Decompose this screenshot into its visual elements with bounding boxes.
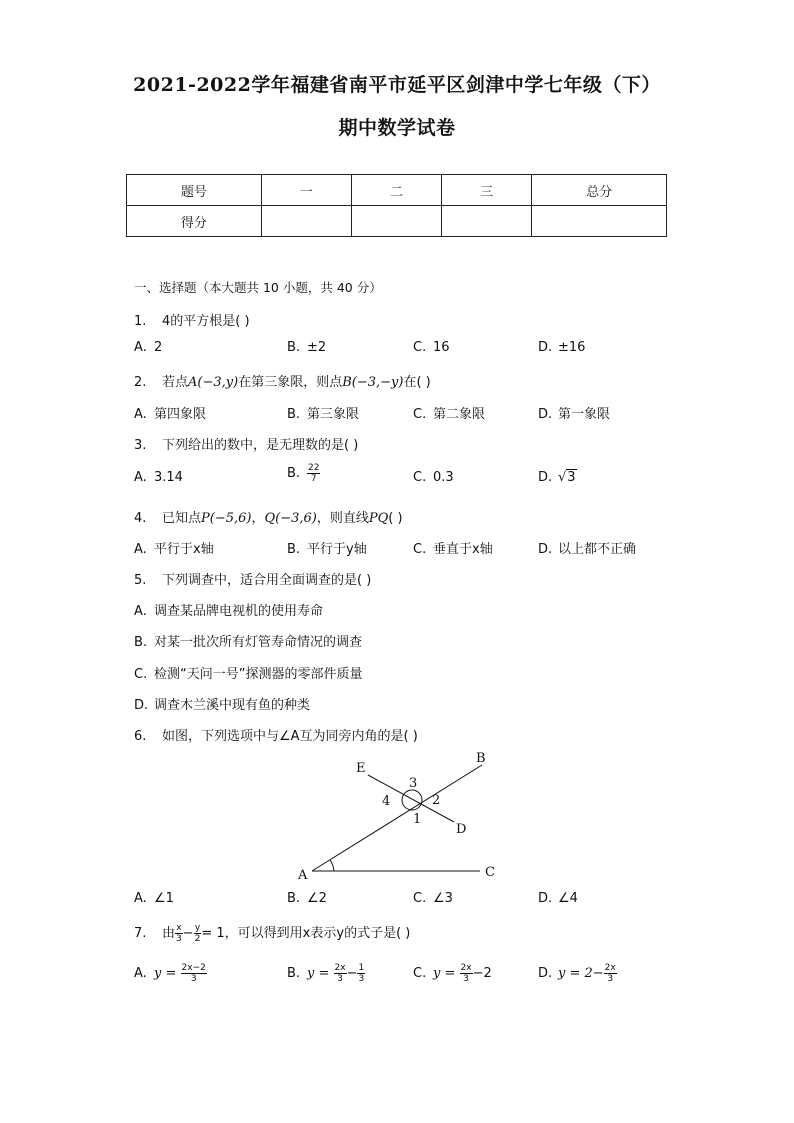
score-input-cell[interactable] xyxy=(532,206,667,237)
question-stem: 在第三象限，则点 xyxy=(238,375,343,390)
fraction xyxy=(334,963,347,984)
option-label: C. xyxy=(413,407,427,422)
option-text: ±16 xyxy=(558,340,586,355)
geometry-figure xyxy=(290,745,510,885)
option-text: 检测“天问一号”探测器的零部件质量 xyxy=(154,667,363,682)
point-q: Q(−3,6) xyxy=(264,511,317,526)
question-stem: 在( ) xyxy=(403,375,431,390)
radicand: 3 xyxy=(567,470,576,485)
option-text: y = xyxy=(433,966,460,981)
question-stem: 4的平方根是( ) xyxy=(162,314,250,329)
table-row xyxy=(127,175,667,206)
q7-option-b[interactable] xyxy=(287,963,365,984)
label-b: B xyxy=(476,751,486,766)
question-stem: 下列调查中，适合用全面调查的是( ) xyxy=(162,573,372,588)
q5-option-d[interactable] xyxy=(134,694,310,713)
q3-option-c[interactable] xyxy=(413,470,454,485)
table-cell: 二 xyxy=(351,175,441,206)
option-label: D. xyxy=(538,407,553,422)
option-text: 平行于y轴 xyxy=(307,542,367,557)
option-text: 0.3 xyxy=(433,470,454,485)
question-number: 4. xyxy=(134,511,147,526)
table-cell: 总分 xyxy=(532,175,667,206)
option-label: C. xyxy=(134,667,148,682)
table-row xyxy=(127,206,667,237)
angle-1-label: 1 xyxy=(413,812,422,827)
q3-option-b[interactable] xyxy=(287,463,320,484)
question-stem: 若点 xyxy=(162,375,189,390)
point-p: P(−5,6) xyxy=(201,511,252,526)
label-e: E xyxy=(356,761,366,776)
q6-option-a[interactable] xyxy=(134,891,174,906)
label-d: D xyxy=(456,822,467,837)
option-label: D. xyxy=(538,340,553,355)
table-cell: 题号 xyxy=(127,175,262,206)
fraction xyxy=(460,963,473,984)
option-text: 第一象限 xyxy=(558,407,611,422)
score-table xyxy=(126,174,667,237)
minus-sign: − xyxy=(182,926,194,941)
question-3 xyxy=(134,434,358,453)
q2-option-c[interactable] xyxy=(413,403,485,422)
option-label: D. xyxy=(538,542,553,557)
option-text-tail: −2 xyxy=(472,966,492,981)
option-label: C. xyxy=(413,966,427,981)
fraction xyxy=(357,963,365,984)
minus-sign: − xyxy=(346,966,358,981)
question-number: 5. xyxy=(134,573,147,588)
point-b: B(−3,−y) xyxy=(342,375,404,390)
label-a: A xyxy=(298,868,308,883)
fraction-denominator: 3 xyxy=(607,974,614,984)
fraction-denominator: 7 xyxy=(310,474,317,484)
question-number: 6. xyxy=(134,729,147,744)
option-label: B. xyxy=(287,966,301,981)
q2-option-d[interactable] xyxy=(538,403,610,422)
option-label: C. xyxy=(413,340,427,355)
question-5 xyxy=(134,569,371,588)
question-2 xyxy=(134,371,431,390)
fraction-denominator: 3 xyxy=(176,934,182,944)
point-a: A(−3,y) xyxy=(188,375,239,390)
option-label: A. xyxy=(134,542,147,557)
score-input-cell[interactable] xyxy=(351,206,441,237)
question-1 xyxy=(134,310,250,329)
q1-option-d[interactable] xyxy=(538,340,585,355)
option-text: y = xyxy=(307,966,334,981)
option-label: D. xyxy=(538,891,553,906)
q6-option-d[interactable] xyxy=(538,891,578,906)
exam-title-line1: 2021-2022学年福建省南平市延平区剑津中学七年级（下） xyxy=(133,74,661,96)
option-text: 2 xyxy=(154,340,163,355)
option-text: 调查某品牌电视机的使用寿命 xyxy=(154,604,324,619)
fraction-x-over-3 xyxy=(175,923,183,944)
question-number: 2. xyxy=(134,375,147,390)
option-label: B. xyxy=(287,891,301,906)
fraction-denominator: 3 xyxy=(190,974,197,984)
question-stem: 已知点 xyxy=(162,511,202,526)
option-label: D. xyxy=(538,966,553,981)
fraction xyxy=(181,963,207,984)
option-text: 调查木兰溪中现有鱼的种类 xyxy=(154,698,311,713)
option-label: A. xyxy=(134,470,147,485)
option-text: 3.14 xyxy=(154,470,183,485)
angle-marks xyxy=(402,790,422,810)
option-label: D. xyxy=(134,698,149,713)
fraction-numerator: y xyxy=(194,923,201,933)
q7-option-c[interactable] xyxy=(413,963,492,984)
q1-option-b[interactable] xyxy=(287,340,326,355)
label-c: C xyxy=(485,865,495,880)
table-cell: 一 xyxy=(261,175,351,206)
option-text: 第四象限 xyxy=(154,407,207,422)
fraction-numerator: 1 xyxy=(358,963,365,973)
question-stem: ，则直线 xyxy=(316,511,369,526)
q5-option-c[interactable] xyxy=(134,663,362,682)
fraction-numerator: 22 xyxy=(308,463,320,473)
option-text: y = 2− xyxy=(558,966,604,981)
q4-option-c[interactable] xyxy=(413,538,493,557)
option-label: B. xyxy=(287,407,301,422)
angle-3-label: 3 xyxy=(409,776,418,791)
option-text: 对某一批次所有灯管寿命情况的调查 xyxy=(154,635,363,650)
fraction-numerator: 2x xyxy=(604,963,616,973)
fraction-denominator: 3 xyxy=(358,974,365,984)
q7-option-a[interactable] xyxy=(134,963,207,984)
option-label: A. xyxy=(134,966,147,981)
option-text: ∠4 xyxy=(558,891,578,906)
option-label: B. xyxy=(287,542,301,557)
line-pq: PQ xyxy=(368,511,389,526)
question-number: 3. xyxy=(134,438,147,453)
option-text: ∠3 xyxy=(433,891,453,906)
section-title: 一、选择题（本大题共 10 小题，共 40 分） xyxy=(134,280,382,295)
option-text: 以上都不正确 xyxy=(558,542,637,557)
fraction-denominator: 3 xyxy=(463,974,469,984)
question-stem: 如图，下列选项中与∠A互为同旁内角的是( ) xyxy=(162,729,418,744)
question-stem: ， xyxy=(251,511,265,526)
q4-option-b[interactable] xyxy=(287,538,367,557)
fraction-numerator: 2x xyxy=(460,963,472,973)
q7-option-d[interactable] xyxy=(538,963,617,984)
q6-option-b[interactable] xyxy=(287,891,327,906)
question-6 xyxy=(134,725,418,744)
question-stem: 下列给出的数中，是无理数的是( ) xyxy=(162,438,359,453)
q5-option-a[interactable] xyxy=(134,600,323,619)
fraction-numerator: 2x−2 xyxy=(181,963,206,973)
question-stem: = 1，可以得到用x表示y的式子是( ) xyxy=(201,926,411,941)
q3-option-a[interactable] xyxy=(134,470,183,485)
q4-option-a[interactable] xyxy=(134,538,214,557)
question-number: 1. xyxy=(134,314,147,329)
option-label: B. xyxy=(287,340,301,355)
q3-option-d[interactable] xyxy=(538,470,577,485)
angle-a-mark xyxy=(330,860,334,871)
option-text: 垂直于x轴 xyxy=(433,542,493,557)
question-7 xyxy=(134,922,410,944)
option-text: 第三象限 xyxy=(307,407,360,422)
option-text: ±2 xyxy=(307,340,327,355)
question-4 xyxy=(134,507,403,526)
q1-option-a[interactable] xyxy=(134,340,162,355)
option-text: 第二象限 xyxy=(433,407,486,422)
score-input-cell[interactable] xyxy=(261,206,351,237)
option-label: C. xyxy=(413,542,427,557)
option-text: ∠2 xyxy=(307,891,327,906)
option-label: A. xyxy=(134,340,147,355)
angle-2-label: 2 xyxy=(432,793,441,808)
q2-option-a[interactable] xyxy=(134,403,206,422)
angle-4-label: 4 xyxy=(382,794,391,809)
q1-option-c[interactable] xyxy=(413,340,450,355)
option-text: 平行于x轴 xyxy=(154,542,214,557)
option-label: D. xyxy=(538,470,553,485)
option-label: B. xyxy=(134,635,148,650)
fraction xyxy=(604,963,617,984)
table-cell: 得分 xyxy=(127,206,262,237)
line-ab xyxy=(312,765,482,871)
sqrt-icon: √ xyxy=(558,470,567,485)
option-label: A. xyxy=(134,407,147,422)
exam-title-line2: 期中数学试卷 xyxy=(338,117,456,139)
fraction-denominator: 3 xyxy=(337,974,343,984)
option-label: C. xyxy=(413,891,427,906)
option-label: A. xyxy=(134,891,147,906)
square-root xyxy=(558,470,577,485)
question-number: 7. xyxy=(134,926,147,941)
fraction-denominator: 2 xyxy=(194,934,201,944)
fraction-numerator: x xyxy=(176,923,182,933)
table-cell: 三 xyxy=(442,175,532,206)
fraction-numerator: 2x xyxy=(334,963,346,973)
q6-option-c[interactable] xyxy=(413,891,453,906)
question-stem: ( ) xyxy=(388,511,403,526)
option-label: B. xyxy=(287,466,301,481)
option-label: A. xyxy=(134,604,147,619)
option-label: C. xyxy=(413,470,427,485)
question-stem: 由 xyxy=(162,926,176,941)
fraction xyxy=(307,463,320,484)
option-text: ∠1 xyxy=(154,891,174,906)
score-input-cell[interactable] xyxy=(442,206,532,237)
option-text: 16 xyxy=(433,340,450,355)
option-text: y = xyxy=(154,966,181,981)
q4-option-d[interactable] xyxy=(538,538,636,557)
q2-option-b[interactable] xyxy=(287,403,359,422)
q5-option-b[interactable] xyxy=(134,631,362,650)
